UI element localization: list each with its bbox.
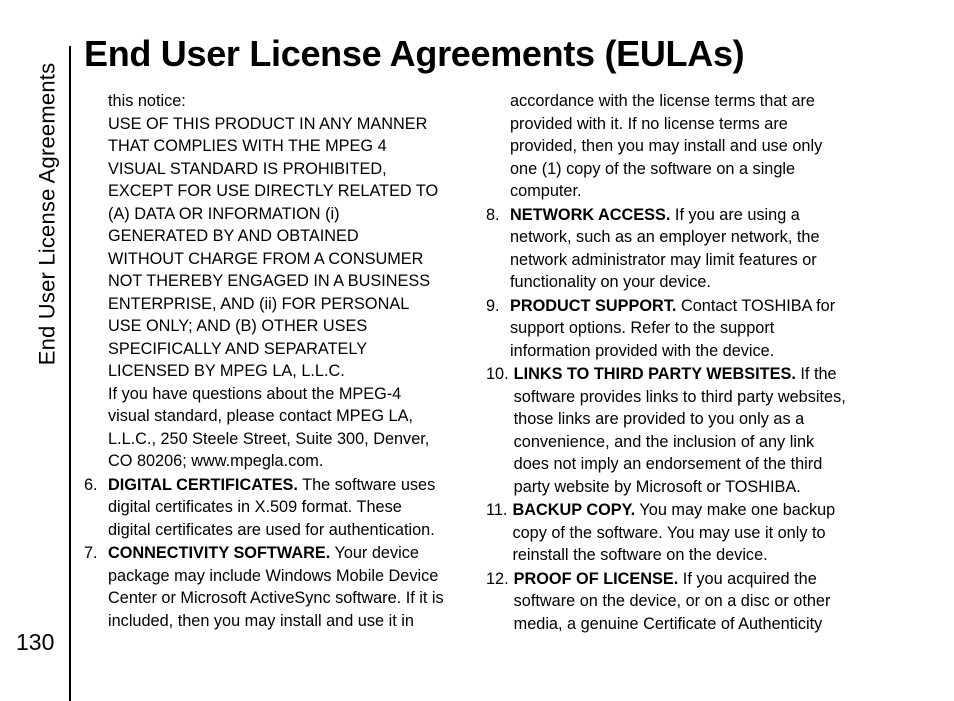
text-line: digital certificates are used for authentication. [108, 520, 435, 539]
clause-heading: BACKUP COPY. [512, 501, 636, 519]
text-line: EXCEPT FOR USE DIRECTLY RELATED TO [108, 182, 439, 200]
text-line: provided, then you may install and use only [510, 137, 823, 155]
clause-body [510, 204, 876, 294]
text-line [108, 474, 468, 497]
text-line: CO 80206; www.mpegla.com. [108, 452, 324, 470]
clause-heading: LINKS TO THIRD PARTY WEBSITES. [513, 365, 796, 383]
text-line: those links are provided to you only as a [513, 410, 805, 428]
clause-body [512, 499, 876, 567]
text-line: ENTERPRISE, AND (ii) FOR PERSONAL [108, 294, 410, 313]
text-line: media, a genuine Certificate of Authenticity [513, 614, 823, 633]
clause-text: If you are using a [670, 205, 800, 224]
clause-number: 7. [84, 544, 98, 562]
clause-heading: DIGITAL CERTIFICATES. [108, 475, 298, 494]
text-line: this notice: [108, 92, 186, 110]
clause-text: If the [795, 365, 837, 383]
clause-number: 6. [84, 475, 98, 494]
text-line: WITHOUT CHARGE FROM A CONSUMER [108, 249, 424, 268]
text-line [510, 204, 876, 227]
clause-8-network-access [486, 204, 876, 294]
side-section-title-text: End User License Agreements [34, 62, 59, 366]
clause-12-proof-of-license [486, 568, 876, 636]
clause-body [108, 542, 468, 632]
text-line: visual standard, please contact MPEG LA, [108, 407, 413, 425]
text-line: software provides links to third party websites, [513, 387, 846, 406]
clause-text: Contact TOSHIBA for [676, 296, 836, 315]
clause-number: 9. [486, 296, 500, 315]
text-line: network administrator may limit features or [510, 250, 817, 269]
page-number: 130 [16, 629, 55, 655]
text-line: included, then you may install and use it in [108, 611, 414, 630]
text-line: information provided with the device. [510, 341, 775, 360]
text-line: USE OF THIS PRODUCT IN ANY MANNER [108, 114, 428, 133]
clause-6-digital-certificates [84, 474, 468, 542]
text-line: THAT COMPLIES WITH THE MPEG 4 [108, 137, 387, 155]
text-line: computer. [510, 182, 582, 200]
text-line: LICENSED BY MPEG LA, L.L.C. [108, 362, 345, 380]
clause-heading: NETWORK ACCESS. [510, 205, 671, 224]
text-line: package may include Windows Mobile Device [108, 566, 439, 585]
text-line: one (1) copy of the software on a single [510, 159, 796, 178]
clause-text: The software uses [297, 475, 436, 494]
clause-number: 10. [486, 365, 509, 383]
left-column [84, 90, 468, 632]
text-line: software on the device, or on a disc or other [513, 592, 831, 610]
text-line [514, 568, 876, 591]
text-line: USE ONLY; AND (B) OTHER USES [108, 317, 368, 335]
text-line [512, 499, 876, 522]
text-line [510, 295, 876, 318]
clause-7-connectivity-software [84, 542, 468, 632]
side-divider [69, 46, 71, 701]
text-line: reinstall the software on the device. [512, 546, 768, 564]
text-line: L.L.C., 250 Steele Street, Suite 300, Denver, [108, 429, 430, 448]
text-line: NOT THEREBY ENGAGED IN A BUSINESS [108, 272, 431, 290]
clause-number: 11. [486, 501, 508, 519]
text-line: GENERATED BY AND OBTAINED [108, 227, 359, 245]
clause-10-third-party-links [486, 363, 876, 498]
clause-body [510, 295, 876, 363]
text-line: copy of the software. You may use it only to [512, 523, 826, 542]
text-line: SPECIFICALLY AND SEPARATELY [108, 339, 368, 358]
text-line: If you have questions about the MPEG-4 [108, 384, 402, 403]
text-line: provided with it. If no license terms are [510, 114, 788, 133]
clause-text: Your device [330, 544, 419, 562]
clause-text: You may make one backup [635, 501, 836, 519]
text-line: digital certificates in X.509 format. These [108, 498, 402, 516]
text-line: party website by Microsoft or TOSHIBA. [513, 477, 801, 496]
right-column [486, 90, 876, 635]
text-line: does not imply an endorsement of the third [513, 455, 823, 473]
text-line: accordance with the license terms that are [510, 92, 815, 110]
text-line: support options. Refer to the support [510, 319, 775, 337]
text-line [108, 542, 468, 565]
mpeg-notice [84, 90, 468, 473]
page-title: End User License Agreements (EULAs) [84, 33, 745, 74]
clause-number: 8. [486, 205, 500, 224]
text-line: Center or Microsoft ActiveSync software. If it is [108, 589, 444, 607]
clause-heading: PRODUCT SUPPORT. [510, 296, 677, 315]
clause-9-product-support [486, 295, 876, 363]
clause-heading: PROOF OF LICENSE. [513, 569, 679, 588]
clause-11-backup-copy [486, 499, 876, 567]
clause-body [514, 568, 876, 636]
text-line: convenience, and the inclusion of any link [513, 432, 815, 451]
text-line: (A) DATA OR INFORMATION (i) [108, 204, 340, 223]
clause-text: If you acquired the [678, 569, 817, 588]
text-line: network, such as an employer network, the [510, 228, 820, 246]
clause-number: 12. [486, 569, 509, 588]
clause-body [514, 363, 876, 498]
clause-heading: CONNECTIVITY SOFTWARE. [108, 544, 331, 562]
clause-7-continuation [486, 90, 876, 203]
text-line [514, 363, 876, 386]
text-line: VISUAL STANDARD IS PROHIBITED, [108, 159, 387, 178]
text-line: functionality on your device. [510, 273, 711, 291]
clause-body [108, 474, 468, 542]
side-section-title [32, 48, 62, 380]
